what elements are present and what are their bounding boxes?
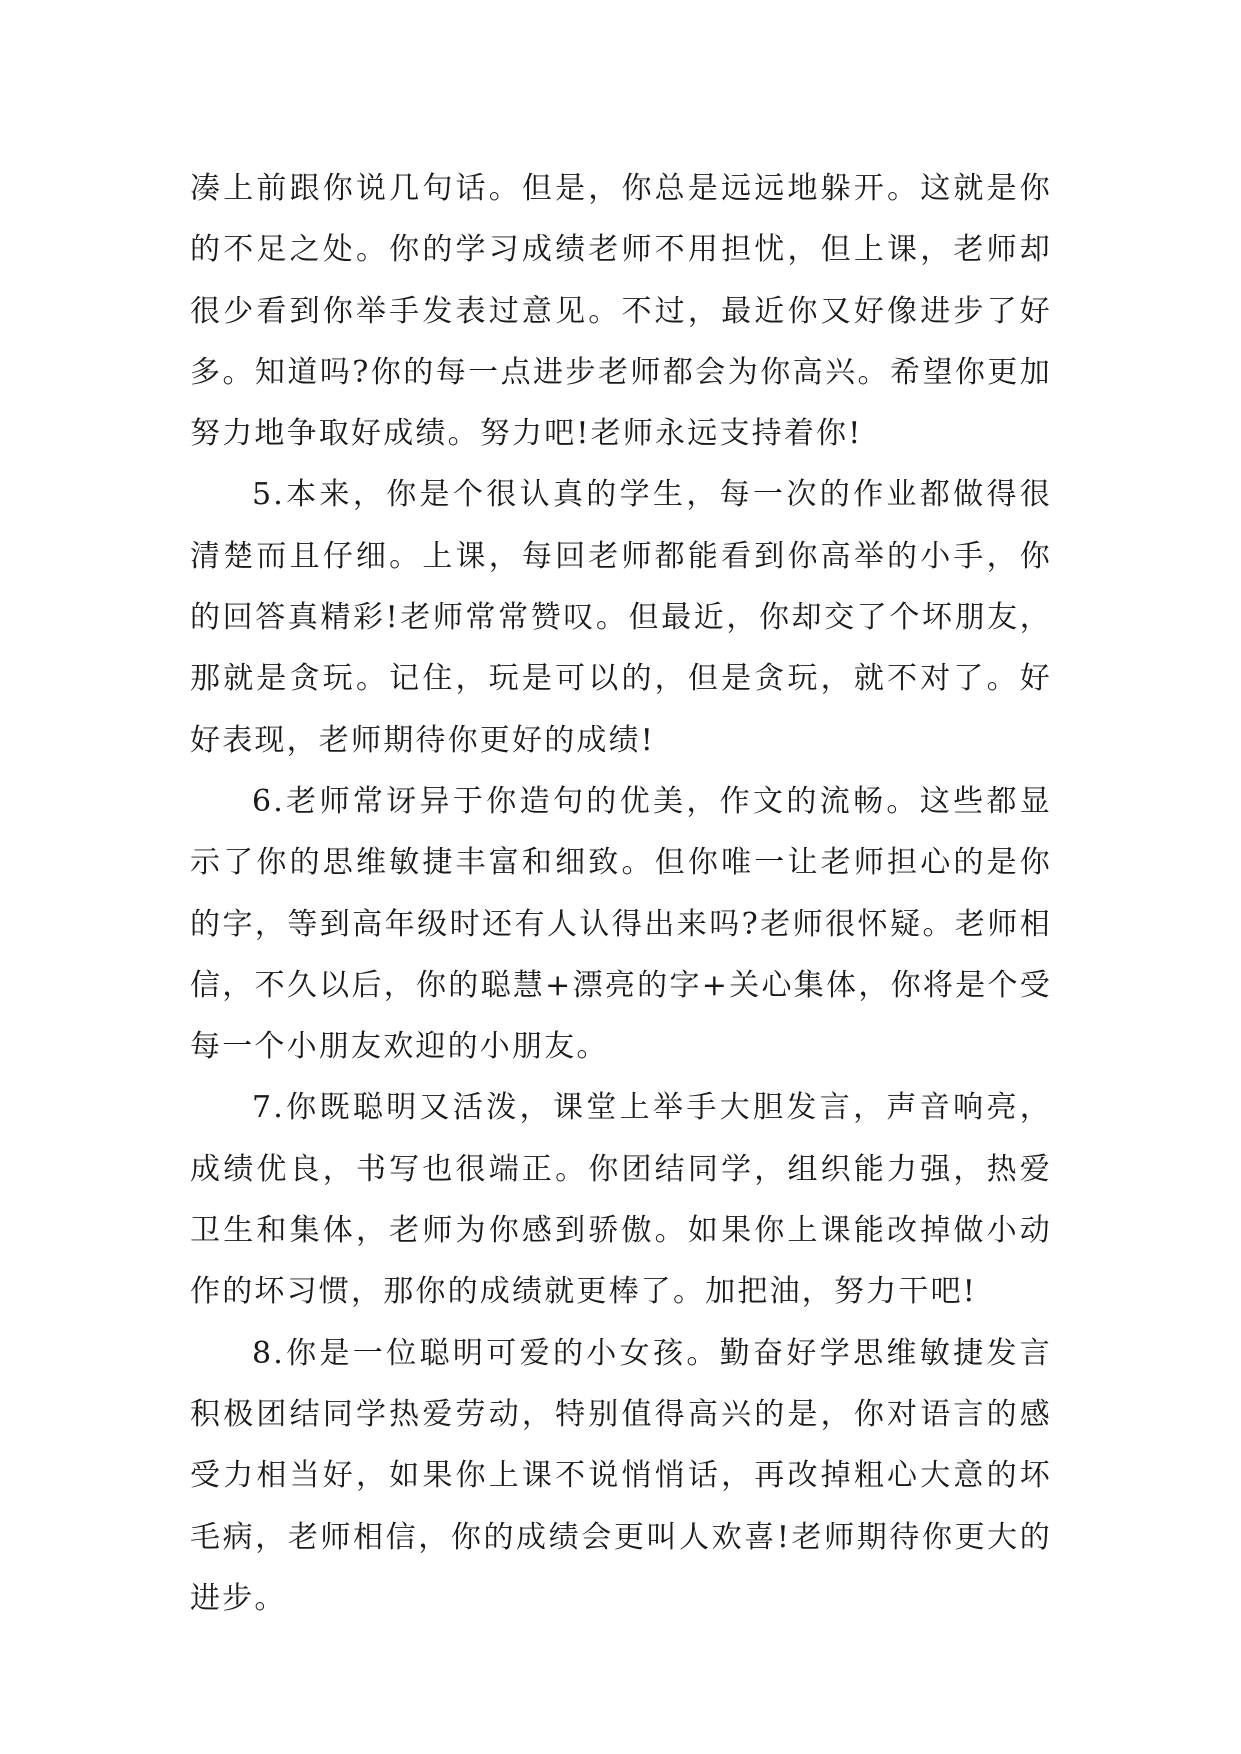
paragraph-comment-6: 6.老师常讶异于你造句的优美，作文的流畅。这些都显示了你的思维敏捷丰富和细致。但你唯一让老师担心的是你的字，等到高年级时还有人认得出来吗?老师很怀疑。老师相信，不久以后，你的聪慧+漂亮的字+关心集体，你将是个受每一个小朋友欢迎的小朋友。 — [190, 783, 1052, 1065]
paragraph-comment-7: 7.你既聪明又活泼，课堂上举手大胆发言，声音响亮，成绩优良，书写也很端正。你团结同学，组织能力强，热爱卫生和集体，老师为你感到骄傲。如果你上课能改掉做小动作的坏习惯，那你的成绩就更棒了。加把油，努力干吧! — [190, 1090, 1052, 1310]
document-body — [190, 158, 1052, 1629]
paragraph-continuation: 凑上前跟你说几句话。但是，你总是远远地躲开。这就是你的不足之处。你的学习成绩老师不用担忧，但上课，老师却很少看到你举手发表过意见。不过，最近你又好像进步了好多。知道吗?你的每一点进步老师都会为你高兴。希望你更加努力地争取好成绩。努力吧!老师永远支持着你! — [190, 171, 1052, 452]
paragraph-comment-5: 5.本来，你是个很认真的学生，每一次的作业都做得很清楚而且仔细。上课，每回老师都能看到你高举的小手，你的回答真精彩!老师常常赞叹。但最近，你却交了个坏朋友，那就是贪玩。记住，玩是可以的，但是贪玩，就不对了。好好表现，老师期待你更好的成绩! — [190, 477, 1052, 758]
paragraph-comment-8: 8.你是一位聪明可爱的小女孩。勤奋好学思维敏捷发言积极团结同学热爱劳动，特别值得高兴的是，你对语言的感受力相当好，如果你上课不说悄悄话，再改掉粗心大意的坏毛病，老师相信，你的成绩会更叫人欢喜!老师期待你更大的进步。 — [190, 1335, 1052, 1616]
